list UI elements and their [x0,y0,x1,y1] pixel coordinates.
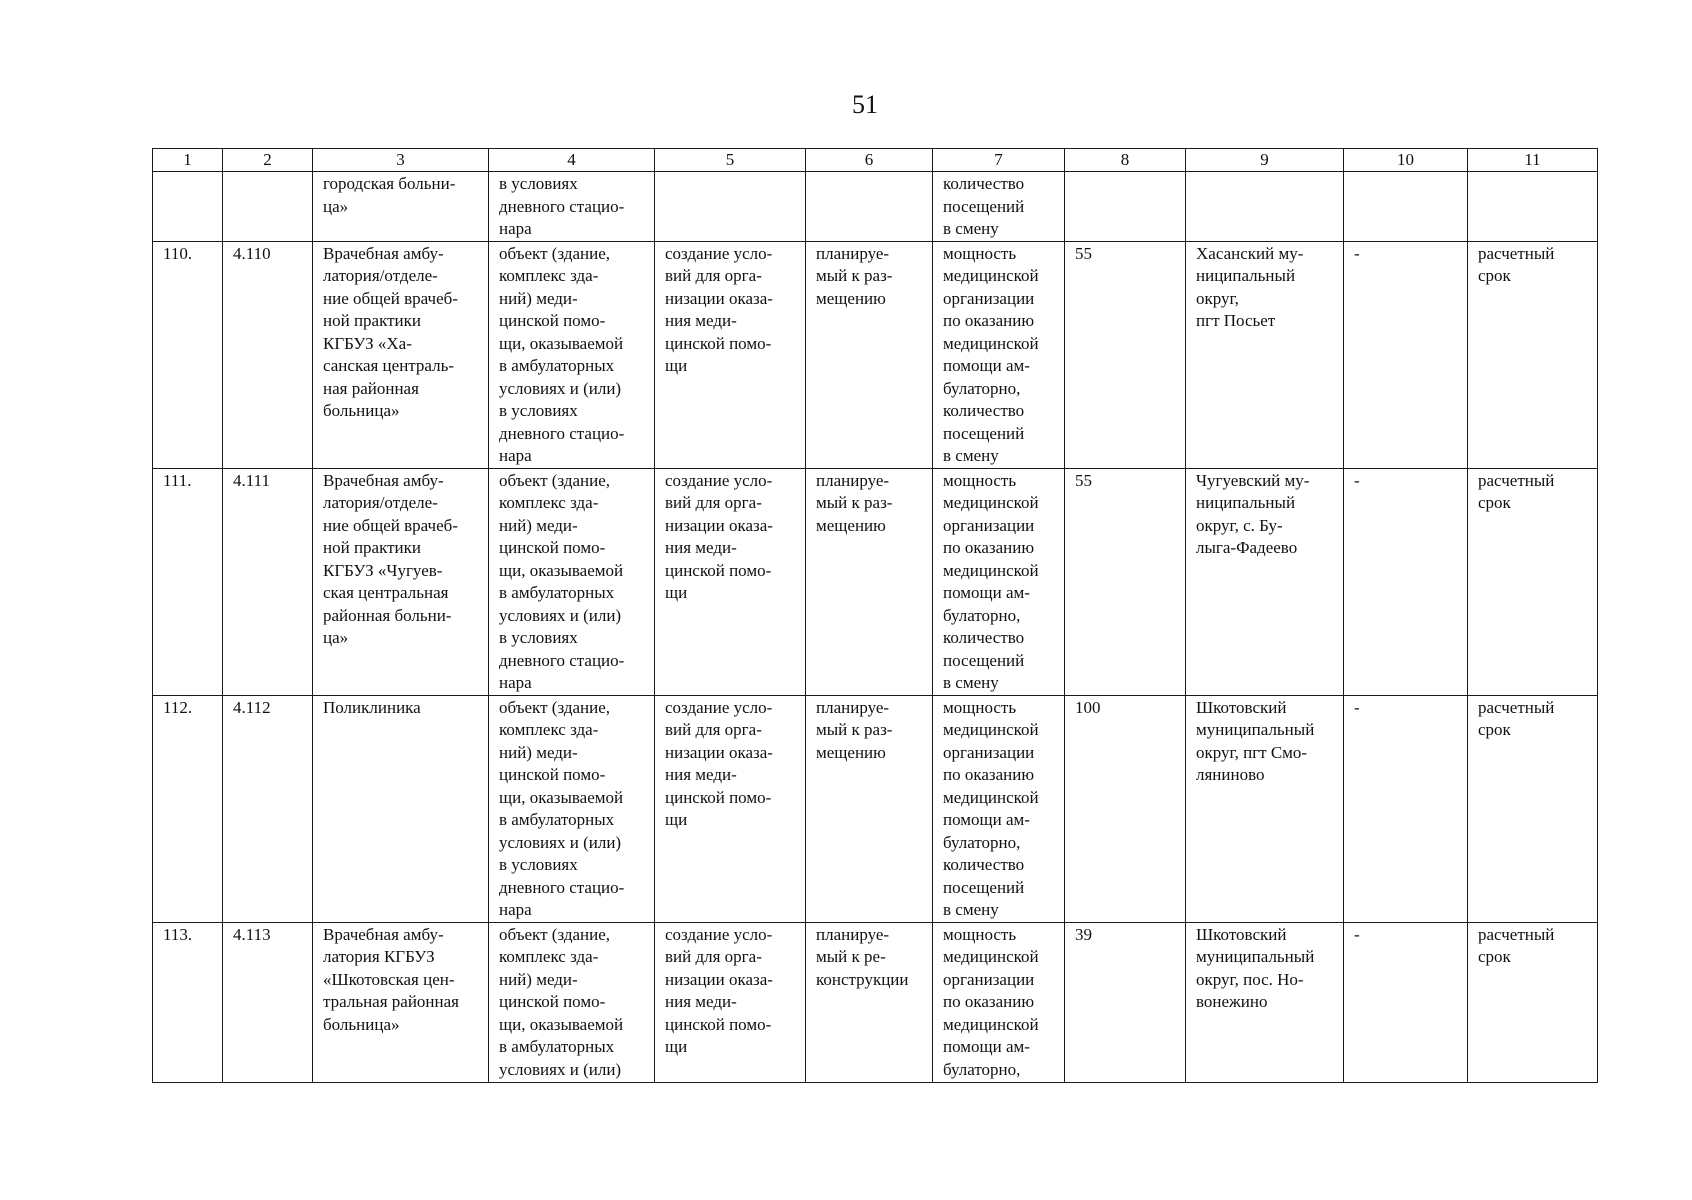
table-row [153,172,1598,242]
column-header: 8 [1065,149,1186,172]
object-location: Чугуевский му- ниципальный округ, с. Бу- лыга-Фадеево [1186,468,1344,695]
object-characteristic: мощность медицинской организации по оказанию медицинской помощи ам- булаторно, количество посещений в смену [933,241,1065,468]
object-status: планируе- мый к раз- мещению [806,468,933,695]
object-code: 4.110 [223,241,313,468]
object-code: 4.113 [223,922,313,1082]
row-number: 113. [153,922,223,1082]
object-characteristic: мощность медицинской организации по оказанию медицинской помощи ам- булаторно, [933,922,1065,1082]
object-status [806,172,933,242]
column-header: 4 [489,149,655,172]
characteristic-value: 39 [1065,922,1186,1082]
column-header: 3 [313,149,489,172]
column-header: 7 [933,149,1065,172]
object-type: объект (здание, комплекс зда- ний) меди- цинской помо- щи, оказываемой в амбулаторных условиях и (или) в условиях дневного стацио- нара [489,468,655,695]
object-name: Врачебная амбу- латория/отделе- ние общей врачеб- ной практики КГБУЗ «Чугуев- ская центральная районная больни- ца» [313,468,489,695]
column-header: 2 [223,149,313,172]
characteristic-value: 55 [1065,241,1186,468]
object-code: 4.112 [223,695,313,922]
object-zone: - [1344,695,1468,922]
object-type: объект (здание, комплекс зда- ний) меди- цинской помо- щи, оказываемой в амбулаторных условиях и (или) [489,922,655,1082]
column-header: 9 [1186,149,1344,172]
object-purpose: создание усло- вий для орга- низации оказа- ния меди- цинской помо- щи [655,468,806,695]
column-header: 5 [655,149,806,172]
characteristic-value [1065,172,1186,242]
column-header: 11 [1468,149,1598,172]
object-status: планируе- мый к ре- конструкции [806,922,933,1082]
table-row [153,922,1598,1082]
object-location [1186,172,1344,242]
object-zone: - [1344,241,1468,468]
table-row [153,468,1598,695]
object-name: Поликлиника [313,695,489,922]
object-status: планируе- мый к раз- мещению [806,695,933,922]
object-purpose [655,172,806,242]
column-number-row [153,149,1598,172]
characteristic-value: 100 [1065,695,1186,922]
object-code [223,172,313,242]
object-name: городская больни- ца» [313,172,489,242]
object-characteristic: мощность медицинской организации по оказанию медицинской помощи ам- булаторно, количество посещений в смену [933,468,1065,695]
object-zone: - [1344,922,1468,1082]
page-number: 51 [852,90,878,119]
object-type: объект (здание, комплекс зда- ний) меди- цинской помо- щи, оказываемой в амбулаторных условиях и (или) в условиях дневного стацио- нара [489,695,655,922]
object-purpose: создание усло- вий для орга- низации оказа- ния меди- цинской помо- щи [655,922,806,1082]
table-row [153,241,1598,468]
object-location: Шкотовский муниципальный округ, пгт Смо- ляниново [1186,695,1344,922]
row-number: 111. [153,468,223,695]
row-number [153,172,223,242]
column-header: 1 [153,149,223,172]
object-code: 4.111 [223,468,313,695]
object-characteristic: мощность медицинской организации по оказанию медицинской помощи ам- булаторно, количество посещений в смену [933,695,1065,922]
object-purpose: создание усло- вий для орга- низации оказа- ния меди- цинской помо- щи [655,241,806,468]
object-location: Шкотовский муниципальный округ, пос. Но- вонежино [1186,922,1344,1082]
characteristic-value: 55 [1065,468,1186,695]
object-purpose: создание усло- вий для орга- низации оказа- ния меди- цинской помо- щи [655,695,806,922]
object-characteristic: количество посещений в смену [933,172,1065,242]
object-name: Врачебная амбу- латория КГБУЗ «Шкотовская цен- тральная районная больница» [313,922,489,1082]
object-term: расчетный срок [1468,241,1598,468]
object-term: расчетный срок [1468,468,1598,695]
object-term: расчетный срок [1468,695,1598,922]
row-number: 112. [153,695,223,922]
object-zone [1344,172,1468,242]
object-term: расчетный срок [1468,922,1598,1082]
object-type: объект (здание, комплекс зда- ний) меди- цинской помо- щи, оказываемой в амбулаторных условиях и (или) в условиях дневного стацио- нара [489,241,655,468]
row-number: 110. [153,241,223,468]
table-row [153,695,1598,922]
object-status: планируе- мый к раз- мещению [806,241,933,468]
object-name: Врачебная амбу- латория/отделе- ние общей врачеб- ной практики КГБУЗ «Ха- санская централь- ная районная больница» [313,241,489,468]
objects-table [152,148,1598,1083]
object-type: в условиях дневного стацио- нара [489,172,655,242]
column-header: 10 [1344,149,1468,172]
column-header: 6 [806,149,933,172]
object-zone: - [1344,468,1468,695]
object-term [1468,172,1598,242]
object-location: Хасанский му- ниципальный округ, пгт Посьет [1186,241,1344,468]
